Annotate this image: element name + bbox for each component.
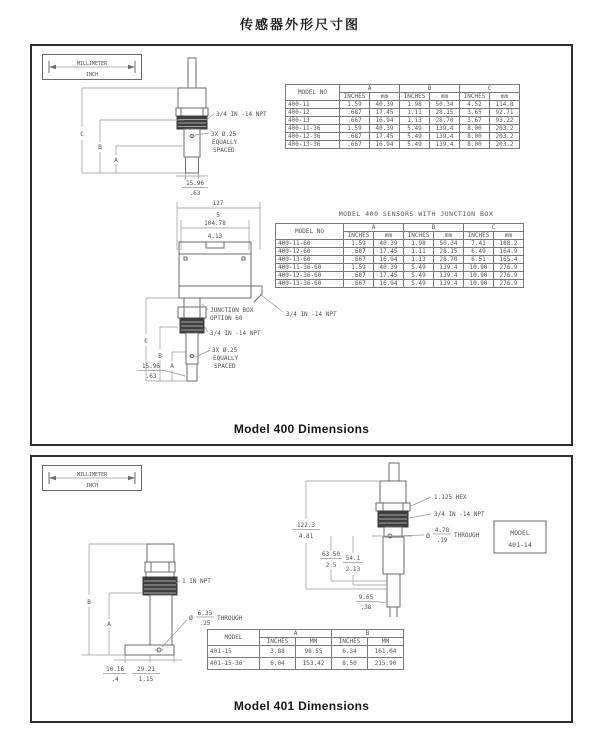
table-row (286, 141, 520, 149)
hole-marker (189, 355, 196, 358)
mm-inch-scale-legend (42, 465, 142, 491)
dimension-value-cell: 3.88 (260, 646, 296, 658)
table-row (286, 133, 520, 141)
table-body (208, 646, 404, 670)
dimension-value-cell: 8.50 (332, 658, 368, 670)
through-dim-mm: 6.35 (197, 610, 213, 617)
dimension-value-cell: 40.39 (374, 264, 404, 272)
unit-header: mm (370, 93, 400, 101)
hole-marker (155, 648, 163, 652)
diameter-symbol: Ø (426, 532, 430, 540)
junction-callout-line1: JUNCTION BOX (210, 307, 254, 314)
model-no-cell: 401-15-36 (208, 658, 260, 670)
legend-millimeter-label: MILLIMETER (76, 472, 108, 478)
dimension-value-cell: 1.98 (400, 101, 430, 109)
dimension-value-cell: 7.41 (464, 240, 494, 248)
table-row (276, 248, 524, 256)
dimension-value-cell: 1.13 (404, 256, 434, 264)
table-row (208, 658, 404, 670)
table-row (276, 280, 524, 288)
mid2-dim-in: 2.13 (345, 566, 361, 573)
table-row (276, 272, 524, 280)
dimension-value-cell: 16.94 (374, 280, 404, 288)
dimension-value-cell: 50.34 (434, 240, 464, 248)
table-row (286, 125, 520, 133)
dimension-value-cell: 276.9 (494, 264, 524, 272)
dimension-lines (80, 88, 208, 197)
junction-callout-line2: OPTION 60 (210, 315, 243, 322)
dimension-value-cell: 203.2 (490, 133, 520, 141)
dimension-value-cell: 17.45 (370, 109, 400, 117)
dimension-value-cell: 5.49 (404, 264, 434, 272)
dimension-value-cell: 1.11 (404, 248, 434, 256)
dimension-value-cell: .687 (344, 248, 374, 256)
col-group-b: B (332, 630, 404, 638)
unit-header: INCHES (260, 638, 296, 646)
dimension-value-cell: 92.71 (490, 109, 520, 117)
left-arrow-icon (49, 65, 56, 69)
dimension-value-cell: 203.2 (490, 125, 520, 133)
model-no-cell: 400-13-60 (276, 256, 344, 264)
thread-section (180, 318, 204, 333)
model-header: MODEL (208, 630, 260, 646)
unit-header: INCHES (340, 93, 370, 101)
model-box-line2: 401-14 (508, 541, 532, 549)
dim-b-label: B (87, 599, 91, 606)
dimension-value-cell: 1.13 (400, 117, 430, 125)
dimension-value-cell: 6.34 (332, 646, 368, 658)
dimension-value-cell: 8.00 (460, 141, 490, 149)
dimension-value-cell: .667 (344, 280, 374, 288)
model-no-cell: 400-13-36-60 (276, 280, 344, 288)
npt-callout: 1 IN NPT (182, 578, 211, 585)
dimension-value-cell: 40.39 (370, 125, 400, 133)
col-group-a: A (344, 224, 404, 232)
through-dim-mm: 4.78 (434, 527, 450, 534)
dimension-value-cell: 276.9 (494, 272, 524, 280)
dimension-value-cell: 8.00 (460, 125, 490, 133)
dimension-value-cell: 50.34 (430, 101, 460, 109)
unit-header: mm (374, 232, 404, 240)
dimension-value-cell: 17.45 (374, 248, 404, 256)
legend-inch-label: INCH (85, 483, 99, 489)
hex-callout: 1.125 HEX (434, 494, 467, 501)
dimensions-table-400 (285, 84, 520, 149)
npt-upper-callout: 3/4 IN -14 NPT (286, 311, 337, 318)
col-group-c: C (460, 85, 520, 93)
tip-dim-in: .63 (189, 190, 201, 197)
legend-millimeter-label: MILLIMETER (76, 61, 108, 67)
dimension-value-cell: 17.45 (374, 272, 404, 280)
thread-section (143, 577, 177, 595)
tip-dim-mm: 15.96 (185, 180, 205, 187)
model-no-cell: 400-13 (286, 117, 340, 125)
dimension-value-cell: 1.11 (400, 109, 430, 117)
dimension-value-cell: 28.15 (434, 248, 464, 256)
through-dim-in: .19 (436, 537, 448, 544)
unit-header: INCHES (464, 232, 494, 240)
npt-callout: 3/4 IN -14 NPT (434, 511, 485, 518)
dimension-value-cell: 5.49 (404, 280, 434, 288)
dimension-value-cell: 139.4 (430, 133, 460, 141)
dimension-value-cell: 139.4 (434, 280, 464, 288)
dimension-value-cell: 139.4 (430, 125, 460, 133)
holes-callout-line1: 3X Ø.25 (211, 131, 237, 138)
dimension-value-cell: 114.8 (490, 101, 520, 109)
dimension-value-cell: 3.65 (460, 109, 490, 117)
model-no-cell: 400-11-60 (276, 240, 344, 248)
lid-width-in: 4.13 (207, 233, 223, 240)
model-no-cell: 400-12-36 (286, 133, 340, 141)
unit-header: mm (434, 232, 464, 240)
dimension-value-cell: .687 (344, 272, 374, 280)
sensor-outline (372, 463, 412, 617)
table-body (286, 101, 520, 149)
dimension-value-cell: 3.67 (460, 117, 490, 125)
unit-header: MM (296, 638, 332, 646)
dimension-value-cell: 5.49 (404, 272, 434, 280)
unit-header: INCHES (344, 232, 374, 240)
col-group-c: C (464, 224, 524, 232)
dimension-value-cell: 153.42 (296, 658, 332, 670)
tip-dim-in: .38 (360, 604, 372, 611)
dimension-value-cell: 1.98 (404, 240, 434, 248)
unit-header: INCHES (404, 232, 434, 240)
dimension-value-cell: 10.90 (464, 280, 494, 288)
dimension-value-cell: .667 (340, 117, 370, 125)
dimension-value-cell: 10.90 (464, 264, 494, 272)
dimensions-table-401 (207, 629, 404, 670)
model-no-header: MODEL NO (286, 85, 340, 101)
holes-callout-line2: EQUALLY (213, 355, 239, 362)
through-word: THROUGH (454, 532, 480, 539)
model-no-cell: 400-11-36 (286, 125, 340, 133)
dimension-value-cell: 10.90 (464, 272, 494, 280)
holes-callout-line2: EQUALLY (212, 139, 238, 146)
table-header-row (208, 630, 404, 638)
col-group-b: B (404, 224, 464, 232)
through-word: THROUGH (217, 615, 243, 622)
dimension-value-cell: .687 (340, 133, 370, 141)
table-row (286, 109, 520, 117)
right-arrow-icon (128, 476, 135, 480)
table-row (286, 117, 520, 125)
model-no-cell: 400-12 (286, 109, 340, 117)
holes-callout-line3: SPACED (213, 147, 235, 154)
hole-marker (189, 134, 196, 137)
dimension-value-cell: 28.15 (430, 109, 460, 117)
dimension-value-cell: 1.59 (340, 101, 370, 109)
table-header-row (276, 224, 524, 232)
dimension-value-cell: .687 (340, 109, 370, 117)
dimension-value-cell: 6.49 (464, 248, 494, 256)
holes-callout-line3: SPACED (214, 363, 236, 370)
tip-dim-mm: 15.96 (141, 363, 161, 370)
diameter-symbol: Ø (189, 614, 193, 622)
unit-header: mm (494, 232, 524, 240)
dimension-value-cell: 1.59 (344, 240, 374, 248)
model-no-cell: 400-12-60 (276, 248, 344, 256)
unit-header: MM (368, 638, 404, 646)
col-group-a: A (340, 85, 400, 93)
hole-marker (372, 534, 412, 538)
dimension-value-cell: 165.4 (494, 256, 524, 264)
dimension-value-cell: 28.70 (434, 256, 464, 264)
box-width-in: 5 (216, 212, 220, 219)
dimension-value-cell: 5.49 (400, 141, 430, 149)
dimension-value-cell: 4.52 (460, 101, 490, 109)
dimension-value-cell: 5.49 (400, 125, 430, 133)
dimension-value-cell: 8.00 (460, 133, 490, 141)
dimension-value-cell: 40.39 (374, 240, 404, 248)
page-title: 传感器外形尺寸图 (239, 17, 360, 32)
table-row (276, 256, 524, 264)
mid-dim-in: 2.5 (325, 562, 337, 569)
dim-a-label: A (114, 157, 118, 164)
table-row (276, 240, 524, 248)
height-dim-in: 4.81 (298, 533, 314, 540)
sensor-outline (176, 58, 208, 173)
lid-width-mm: 104.78 (204, 220, 226, 227)
model-no-cell: 400-11 (286, 101, 340, 109)
sensor-outline (125, 544, 177, 655)
dimension-lines (82, 544, 182, 683)
dimension-lines (292, 481, 387, 611)
dim-b-label: B (158, 353, 162, 360)
dimension-value-cell: 16.94 (370, 117, 400, 125)
dimension-value-cell: 16.94 (374, 256, 404, 264)
dimension-value-cell: 40.39 (370, 101, 400, 109)
dimension-value-cell: 161.04 (368, 646, 404, 658)
base-dim-in: .4 (111, 676, 119, 683)
dim-c-label: C (80, 131, 84, 138)
npt-lower-callout: 3/4 IN -14 NPT (210, 330, 261, 337)
table-header-row (286, 85, 520, 93)
base2-dim-in: 1.15 (138, 676, 154, 683)
through-dim-in: .25 (199, 620, 211, 627)
dim-a-label: A (107, 621, 111, 628)
dimension-value-cell: .667 (344, 256, 374, 264)
col-group-a: A (260, 630, 332, 638)
dimension-value-cell: 276.9 (494, 280, 524, 288)
base-dim-mm: 10.16 (105, 666, 125, 673)
model-no-cell: 401-15 (208, 646, 260, 658)
model-401-panel (30, 455, 573, 723)
dimension-value-cell: 188.2 (494, 240, 524, 248)
junction-box-outline (177, 200, 262, 302)
sensor-drawing-401-left (62, 515, 297, 710)
dimension-value-cell: 17.45 (370, 133, 400, 141)
unit-header: mm (430, 93, 460, 101)
dimension-value-cell: 164.9 (494, 248, 524, 256)
dimension-value-cell: 215.90 (368, 658, 404, 670)
table-row (208, 646, 404, 658)
sensor-drawing-400 (72, 54, 302, 198)
caption-model-400: Model 400 Dimensions (233, 422, 370, 436)
model-number-box (494, 521, 546, 553)
height-dim-mm: 122.3 (296, 522, 316, 529)
dimension-value-cell: 5.49 (400, 133, 430, 141)
dimension-lines (137, 298, 187, 381)
holes-callout-line1: 3X Ø.25 (212, 347, 238, 354)
model-400-panel (30, 44, 573, 446)
dimension-value-cell: 139.4 (434, 264, 464, 272)
dimension-value-cell: 93.22 (490, 117, 520, 125)
dimension-value-cell: 1.59 (344, 264, 374, 272)
dimension-value-cell: 6.04 (260, 658, 296, 670)
model-box-line1: MODEL (510, 529, 530, 537)
dimension-value-cell: 28.70 (430, 117, 460, 125)
base2-dim-mm: 29.21 (136, 666, 156, 673)
table-row (286, 101, 520, 109)
dimension-value-cell: 203.2 (490, 141, 520, 149)
callout-labels (196, 294, 337, 370)
sensor-drawing-401-right (282, 459, 582, 651)
unit-header: INCHES (332, 638, 368, 646)
tip-dim-in: .63 (145, 373, 157, 380)
dim-a-label: A (170, 363, 174, 370)
npt-callout: 3/4 IN -14 NPT (216, 111, 267, 118)
mid2-dim-mm: 54.1 (345, 555, 361, 562)
table-row (276, 264, 524, 272)
col-group-b: B (400, 85, 460, 93)
table-body (276, 240, 524, 288)
unit-header: mm (490, 93, 520, 101)
dimension-value-cell: 139.4 (430, 141, 460, 149)
dim-b-label: B (98, 144, 102, 151)
dim-c-label: C (144, 338, 148, 345)
model-no-header: MODEL NO (276, 224, 344, 240)
dimensions-table-400-junction (275, 223, 524, 288)
unit-header: INCHES (460, 93, 490, 101)
junction-table-title: MODEL 400 SENSORS WITH JUNCTION BOX (338, 210, 494, 218)
left-arrow-icon (49, 476, 56, 480)
dimension-value-cell: 139.4 (434, 272, 464, 280)
mid-dim-mm: 63.50 (321, 551, 341, 558)
caption-model-401: Model 401 Dimensions (233, 699, 370, 713)
thread-section (177, 116, 207, 129)
thread-section (378, 511, 408, 527)
dimension-value-cell: 16.94 (370, 141, 400, 149)
box-width-mm: 127 (212, 200, 224, 207)
dimension-value-cell: 1.59 (340, 125, 370, 133)
sensor-outline (178, 298, 206, 381)
model-no-cell: 400-11-36-60 (276, 264, 344, 272)
legend-inch-label: INCH (85, 72, 99, 78)
dimension-value-cell: 6.51 (464, 256, 494, 264)
unit-header: INCHES (400, 93, 430, 101)
dimension-value-cell: .667 (340, 141, 370, 149)
tip-dim-mm: 9.65 (358, 594, 374, 601)
model-no-cell: 400-13-36 (286, 141, 340, 149)
model-no-cell: 400-12-36-60 (276, 272, 344, 280)
dimension-value-cell: 98.55 (296, 646, 332, 658)
